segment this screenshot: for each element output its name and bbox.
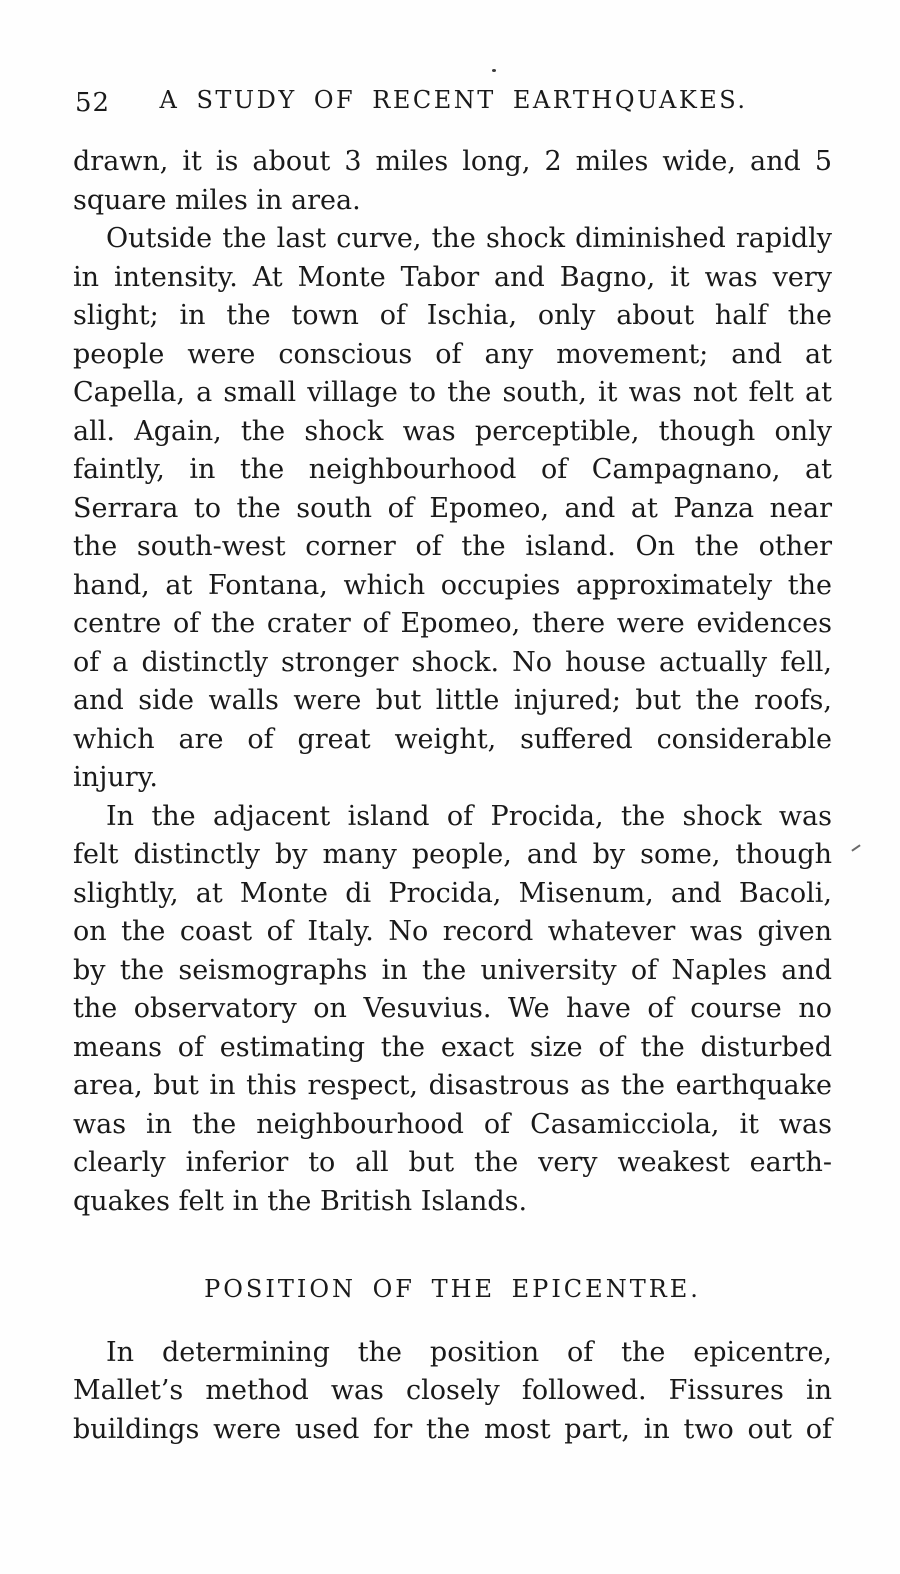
- text-line: In determining the position of the epicentre,: [106, 1336, 832, 1368]
- text-line: by the seismographs in the university of Naples and: [73, 954, 832, 986]
- text-line: which are of great weight, suffered considerable: [73, 723, 832, 755]
- text-line: hand, at Fontana, which occupies approximately the: [73, 569, 832, 601]
- scan-speck: [851, 844, 860, 851]
- text-line: area, but in this respect, disastrous as the earthquake: [73, 1070, 832, 1101]
- text-line: Capella, a small village to the south, it was not felt at: [73, 377, 832, 408]
- text-line: injury.: [73, 762, 158, 793]
- text-line: the south-west corner of the island. On the other: [73, 531, 832, 562]
- text-line: in intensity. At Monte Tabor and Bagno, it was very: [73, 261, 832, 293]
- text-line: means of estimating the exact size of the disturbed: [73, 1031, 832, 1063]
- running-header: [73, 86, 834, 122]
- text-line: all. Again, the shock was perceptible, though only: [73, 415, 832, 447]
- text-line: Mallet’s method was closely followed. Fissures in: [73, 1375, 832, 1406]
- section-heading: POSITION OF THE EPICENTRE.: [204, 1275, 701, 1303]
- running-title: A STUDY OF RECENT EARTHQUAKES.: [159, 86, 748, 114]
- text-line: square miles in area.: [73, 184, 361, 216]
- text-body: [73, 143, 832, 1449]
- text-line: clearly inferior to all but the very weakest earth-: [73, 1147, 832, 1178]
- text-line: the observatory on Vesuvius. We have of course no: [73, 993, 832, 1024]
- text-line: felt distinctly by many people, and by some, though: [73, 839, 832, 870]
- paragraph: [73, 220, 832, 798]
- paragraph: [73, 798, 832, 1222]
- text-line: faintly, in the neighbourhood of Campagnano, at: [73, 454, 832, 485]
- text-line: on the coast of Italy. No record whatever was given: [73, 916, 832, 947]
- page-number: 52: [75, 88, 111, 118]
- text-line: Outside the last curve, the shock diminished rapidly: [106, 223, 832, 254]
- text-line: slight; in the town of Ischia, only about half the: [73, 300, 832, 331]
- text-line: slightly, at Monte di Procida, Misenum, and Bacoli,: [73, 877, 832, 909]
- text-line: Serrara to the south of Epomeo, and at Panza near: [73, 492, 832, 524]
- text-line: drawn, it is about 3 miles long, 2 miles wide, and 5: [73, 146, 832, 177]
- paragraph: [73, 143, 832, 220]
- text-line: and side walls were but little injured; but the roofs,: [73, 685, 832, 716]
- paragraph: [73, 1334, 832, 1450]
- text-line: In the adjacent island of Procida, the shock was: [106, 800, 832, 832]
- text-line: centre of the crater of Epomeo, there were evidences: [73, 608, 832, 639]
- text-line: people were conscious of any movement; and at: [73, 338, 832, 370]
- text-line: buildings were used for the most part, in two out of: [73, 1413, 832, 1445]
- text-line: quakes felt in the British Islands.: [73, 1185, 528, 1217]
- text-line: was in the neighbourhood of Casamicciola, it was: [73, 1108, 832, 1140]
- text-line: of a distinctly stronger shock. No house actually fell,: [73, 646, 832, 678]
- scan-speck: [492, 69, 496, 72]
